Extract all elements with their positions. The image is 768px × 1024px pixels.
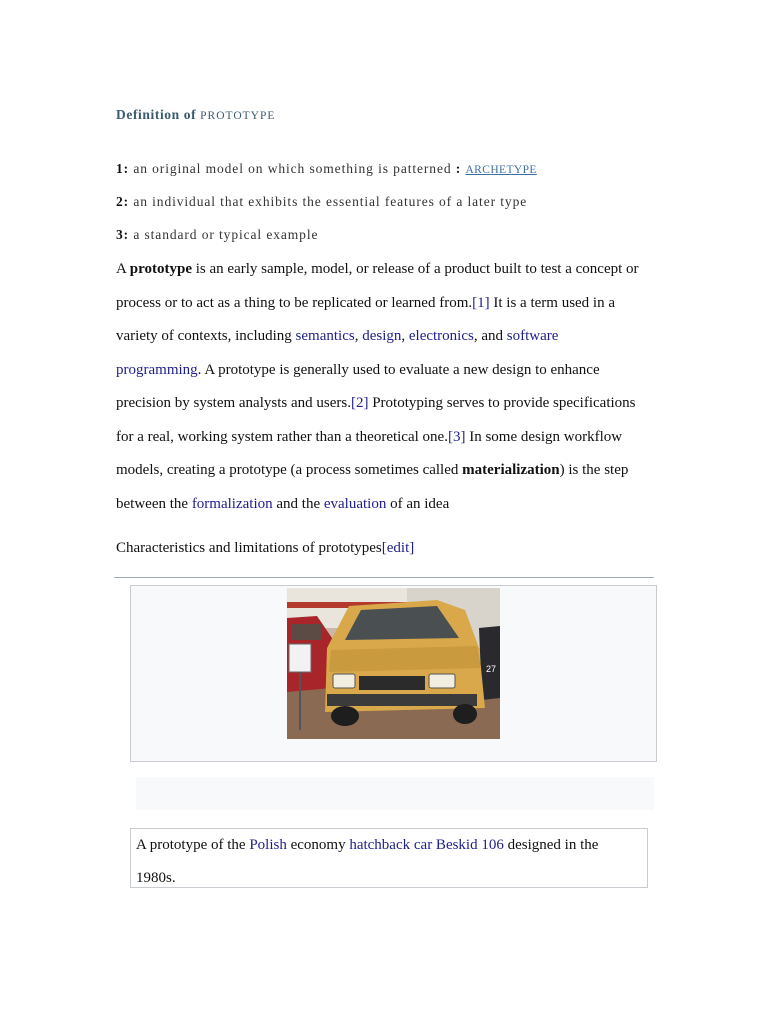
bold-term: prototype	[129, 261, 192, 277]
para-line: precision by system analysts and users.[2] Prototyping serves to provide specifications	[116, 395, 636, 411]
para-line: variety of contexts, including semantics, design, electronics, and software	[116, 328, 559, 344]
programming-link[interactable]: programming	[116, 361, 198, 378]
definition-text: an original model on which something is patterned	[133, 161, 452, 176]
definition-2	[116, 194, 527, 210]
figure-spacer	[136, 777, 654, 810]
reference-link-2[interactable]: [2]	[350, 395, 369, 411]
beskid-link[interactable]: hatchback car Beskid 106	[349, 837, 504, 853]
definition-3	[116, 227, 318, 243]
design-link[interactable]: design	[362, 328, 402, 344]
definition-number: 2:	[116, 194, 130, 209]
car-photo[interactable]	[287, 588, 500, 739]
reference-link-1[interactable]: [1]	[472, 294, 490, 311]
section-divider	[114, 577, 654, 578]
definition-number: 1:	[116, 161, 130, 176]
section-heading	[116, 540, 414, 557]
definition-text: an individual that exhibits the essential features of a later type	[133, 194, 528, 209]
para-line: for a real, working system rather than a theoretical one.[3] In some design workflow	[116, 428, 623, 445]
software-link[interactable]: software	[506, 328, 559, 344]
para-line: A prototype is an early sample, model, or release of a product built to test a concept or	[116, 261, 639, 277]
electronics-link[interactable]: electronics	[408, 328, 474, 344]
definition-1	[116, 161, 537, 177]
figure-caption	[130, 828, 648, 888]
definition-separator: :	[455, 161, 462, 176]
caption-line: 1980s.	[136, 870, 176, 886]
archetype-link[interactable]: ARCHETYPE	[465, 164, 537, 176]
reference-link-3[interactable]: [3]	[447, 428, 466, 445]
bold-term: materialization	[462, 462, 560, 478]
section-title: Characteristics and limitations of prototypes	[116, 540, 382, 556]
definition-number: 3:	[116, 227, 130, 242]
polish-link[interactable]: Polish	[249, 837, 287, 853]
caption-line: A prototype of the Polish economy hatchback car Beskid 106 designed in the	[136, 837, 599, 853]
title-word: PROTOTYPE	[200, 110, 276, 122]
evaluation-link[interactable]: evaluation	[323, 495, 387, 512]
page-title	[116, 107, 275, 123]
intro-paragraph	[116, 253, 661, 521]
semantics-link[interactable]: semantics	[295, 328, 355, 344]
edit-link[interactable]: [edit]	[381, 540, 415, 556]
photo-number-label: 27	[486, 664, 497, 674]
para-line: process or to act as a thing to be replicated or learned from.[1] It is a term used in a	[116, 294, 616, 311]
definition-text: a standard or typical example	[133, 227, 319, 242]
para-line: between the formalization and the evaluation of an idea	[116, 495, 450, 512]
para-line: models, creating a prototype (a process sometimes called materialization) is the step	[116, 462, 629, 478]
formalization-link[interactable]: formalization	[191, 495, 273, 512]
para-line: programming. A prototype is generally used to evaluate a new design to enhance	[116, 361, 600, 378]
title-prefix: Definition of	[116, 107, 197, 122]
car-photo-image	[287, 588, 500, 739]
